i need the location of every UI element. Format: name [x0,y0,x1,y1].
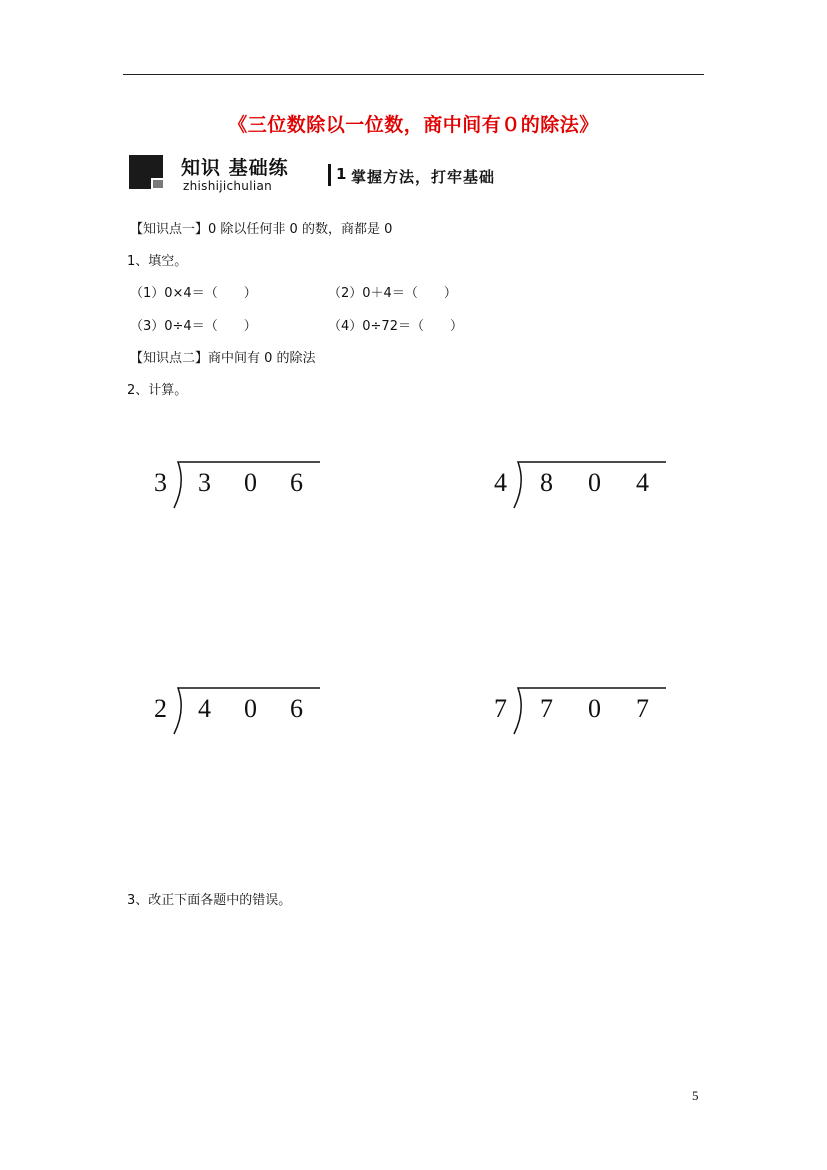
dividend-digit: 0 [244,694,257,723]
divisor: 4 [494,468,507,497]
divisor: 3 [154,468,167,497]
long-division [154,684,334,744]
fill-item-4: （4）0÷72＝（ ） [328,319,463,334]
dividend-digit: 4 [636,468,649,497]
dividend-digit: 0 [588,468,601,497]
long-division [154,458,334,518]
dividend-digit: 6 [290,694,303,723]
question-3-title: 3、改正下面各题中的错误。 [127,893,292,908]
dividend-digit: 7 [636,694,649,723]
page-number: 5 [692,1088,699,1103]
long-division [494,458,674,518]
banner-pinyin: zhishijichulian [183,179,273,193]
dividend-digit: 3 [198,468,211,497]
banner-heading: 知识 基础练 [181,157,289,179]
dividend-digit: 8 [540,468,553,497]
banner-divider [328,164,331,186]
divisor: 7 [494,694,507,723]
banner-number: 1 [336,165,347,183]
section-banner [129,152,529,192]
fill-item-1: （1）0×4＝（ ） [130,286,257,301]
question-1-title: 1、填空。 [127,254,188,269]
long-division [494,684,674,744]
question-2-title: 2、计算。 [127,383,188,398]
dividend-digit: 6 [290,468,303,497]
header-rule [123,74,704,75]
divisor: 2 [154,694,167,723]
dividend-digit: 7 [540,694,553,723]
fill-item-2: （2）0＋4＝（ ） [328,286,457,301]
knowledge-point-1: 【知识点一】0 除以任何非 0 的数，商都是 0 [130,222,393,237]
banner-slogan: 掌握方法，打牢基础 [351,168,496,186]
fill-item-3: （3）0÷4＝（ ） [130,319,257,334]
knowledge-point-2: 【知识点二】商中间有 0 的除法 [130,351,316,366]
banner-logo-square [153,180,163,188]
dividend-digit: 0 [588,694,601,723]
dividend-digit: 0 [244,468,257,497]
page-title: 《三位数除以一位数，商中间有０的除法》 [228,114,599,136]
dividend-digit: 4 [198,694,211,723]
